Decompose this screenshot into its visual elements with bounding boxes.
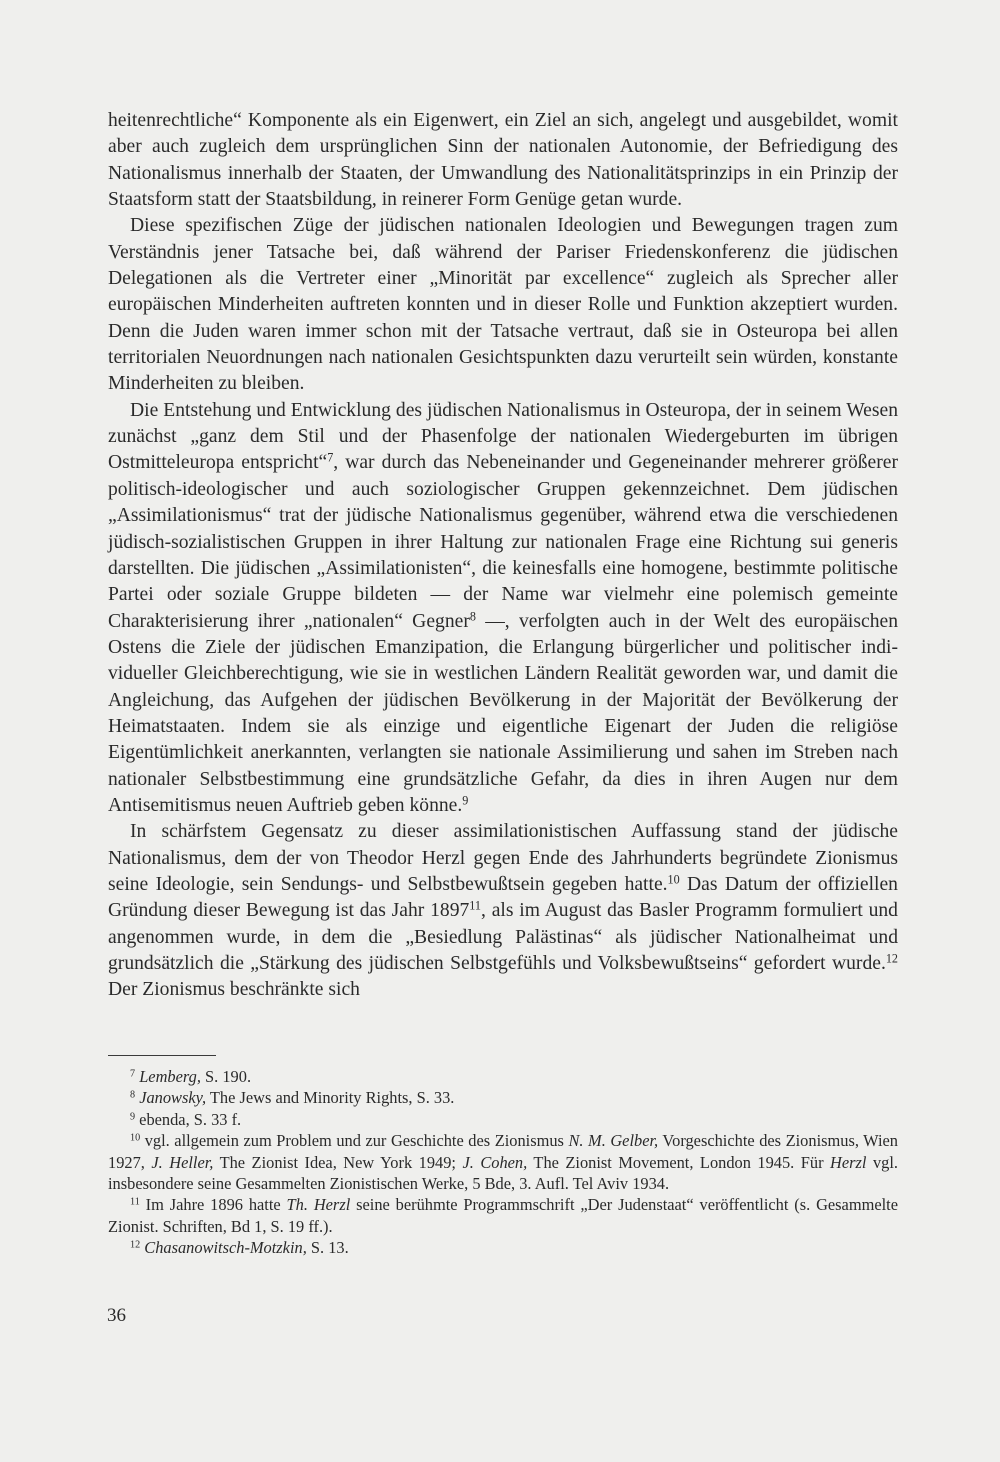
text-run: S. 13. (306, 1238, 349, 1258)
footnote (108, 1130, 898, 1194)
footnote-separator (108, 1055, 216, 1056)
footnotes-block (108, 1066, 898, 1259)
footnote (108, 1109, 898, 1130)
italic-author-name: N. M. Gelber, (568, 1131, 659, 1151)
text-run: Der Zionismus beschränkte sich (108, 979, 360, 1001)
footnote-reference: 12 (885, 951, 898, 966)
paragraph (108, 108, 898, 213)
italic-author-name: Lemberg, (139, 1067, 201, 1086)
text-run: vgl. allgemein zum Problem und zur Geschichte des Zionismus (140, 1131, 569, 1151)
text-run: , als im August das Basler Programm formuliert und angenommen wurde, in dem die „Besiedlung Palästinas“ als jüdischer Nationalheimat und grundsätzlich die „Stärkung des jüdischen Selbstgefühls und Volksbewußtseins“ gefordert wurde. (108, 900, 898, 974)
footnote-reference: 11 (130, 1196, 140, 1208)
footnote (108, 1066, 898, 1087)
footnote-reference: 8 (469, 608, 476, 623)
italic-author-name: Janowsky, (139, 1088, 207, 1108)
main-text-block (108, 108, 898, 1004)
text-run: The Zionist Movement, London 1945. Für (527, 1152, 831, 1172)
footnote-reference: 8 (130, 1089, 136, 1101)
text-run: Die Entstehung und Entwicklung des jüdischen Nationalismus in Osteuropa, der in seinem Wesen zunächst „ganz dem Stil und der Phasenfolge der nationalen Wiedergeburten im übrigen Ostmitteleuropa entspricht“ (108, 399, 898, 474)
text-run: S. 190. (200, 1067, 252, 1086)
text-run: ebenda, S. 33 f. (135, 1109, 242, 1129)
footnote-reference: 7 (327, 450, 334, 465)
page-number: 36 (107, 1305, 126, 1326)
footnote-reference: 11 (469, 898, 481, 913)
text-run: —, verfolgten auch in der Welt des europäischen Ostens die Ziele der jüdischen Emanzipation, die Erlangung bürgerlicher und politischer individueller Gleichberechtigung, wie sie in westlichen Ländern Realität geworden war, und damit die Angleichung, das Aufgehen der jüdischen Bevölkerung in der Majorität der Bevölkerung der Heimatstaaten. Indem sie als einzige und eigentliche Eigenart der Juden die religiöse Eigentümlichkeit anerkannten, verlangten sie nationale Assimilierung und sahen im Streben nach nationaler Selbstbestimmung eine grundsätzliche Gefahr, da dies in ihren Augen nur dem Antisemitismus neuen Auftrieb geben könne. (108, 610, 898, 816)
text-run: The Jews and Minority Rights, S. 33. (206, 1088, 455, 1108)
text-run: Diese spezifischen Züge der jüdischen nationalen Ideologien und Bewegungen tragen zum Verständnis jener Tatsache bei, daß während der Pariser Friedenskonferenz die jüdischen Delegationen als die Vertreter einer „Minorität par excellence“ zugleich als Sprecher aller europäischen Minderheiten auftreten konnten und in dieser Rolle und Funktion akzeptiert wurden. Denn die Juden waren immer schon mit der Tatsache vertraut, daß sie in Osteuropa bei allen territorialen Neuordnungen nach nationalen Gesichtspunkten dazu verurteilt sein würden, konstante Minderheiten zu bleiben. (108, 215, 898, 395)
text-run: Das Datum der offiziellen Gründung dieser Bewegung ist das Jahr 1897 (108, 873, 898, 922)
italic-author-name: Th. Herzl (286, 1195, 351, 1215)
text-run: Vorgeschichte des Zionismus, Wien 1927, (108, 1131, 899, 1172)
text-run: In schärfstem Gegensatz zu dieser assimilationistischen Auffassung stand der jüdische Nationalismus, dem der von Theodor Herzl gegen Ende des Jahrhunderts begründete Zionismus seine Ideologie, sein Sendungs- und Selbstbewußtsein gegeben hatte. (108, 821, 898, 895)
text-run: , war durch das Nebeneinander und Gegeneinander mehrerer größerer politisch-ideologischer und auch soziologischer Gruppen gekennzeichnet. Dem jüdischen „Assimilationismus“ trat der jüdische Nationalismus gegenüber, während etwa die verschiedenen jüdisch-sozialistischen Gruppen in ihrer Haltung zur nationalen Frage eine Richtung sui generis darstellten. Die jüdischen „Assimilationisten“, die keinesfalls eine homogene, bestimmte politische Partei oder soziale Gruppe bildeten — der Name war vielmehr eine polemisch gemeinte Charakterisierung ihrer „nationalen“ Gegner (108, 452, 898, 632)
italic-author-name: J. Cohen, (462, 1152, 528, 1172)
paragraph (108, 819, 898, 1003)
footnote (108, 1237, 898, 1258)
footnote (108, 1087, 898, 1108)
footnote-reference: 9 (130, 1111, 136, 1123)
footnote-reference: 9 (462, 793, 469, 808)
paragraph (108, 213, 898, 397)
paragraph (108, 398, 898, 820)
text-run: heitenrechtliche“ Komponente als ein Eigenwert, ein Ziel an sich, angelegt und ausgebildet, womit aber auch zugleich dem ursprünglichen Sinn der nationalen Autonomie, der Befriedigung des Nationalismus innerhalb der Staaten, der Umwandlung des Nationalitätsprinzips in ein Prinzip der Staatsform statt der Staatsbildung, in reinerer Form Genüge getan wurde. (108, 110, 898, 211)
footnote-reference: 7 (130, 1068, 136, 1080)
footnote-reference: 12 (130, 1239, 141, 1251)
footnote-reference: 10 (130, 1132, 141, 1144)
text-run: The Zionist Idea, New York 1949; (213, 1152, 463, 1172)
italic-author-name: Herzl (830, 1152, 867, 1172)
footnote-reference: 10 (667, 872, 680, 887)
italic-author-name: J. Heller, (151, 1152, 214, 1172)
italic-author-name: Chasanowitsch-Motzkin, (144, 1238, 307, 1258)
text-run: Im Jahre 1896 hatte (139, 1195, 287, 1215)
footnote (108, 1194, 898, 1237)
text-run: seine berühmte Programmschrift „Der Judenstaat“ veröffentlicht (s. Gesammelte Zionist. Schriften, Bd 1, S. 19 ff.). (108, 1195, 898, 1236)
text-run: vgl. insbesondere seine Gesammelten Zionistischen Werke, 5 Bde, 3. Aufl. Tel Aviv 1934. (108, 1152, 898, 1194)
